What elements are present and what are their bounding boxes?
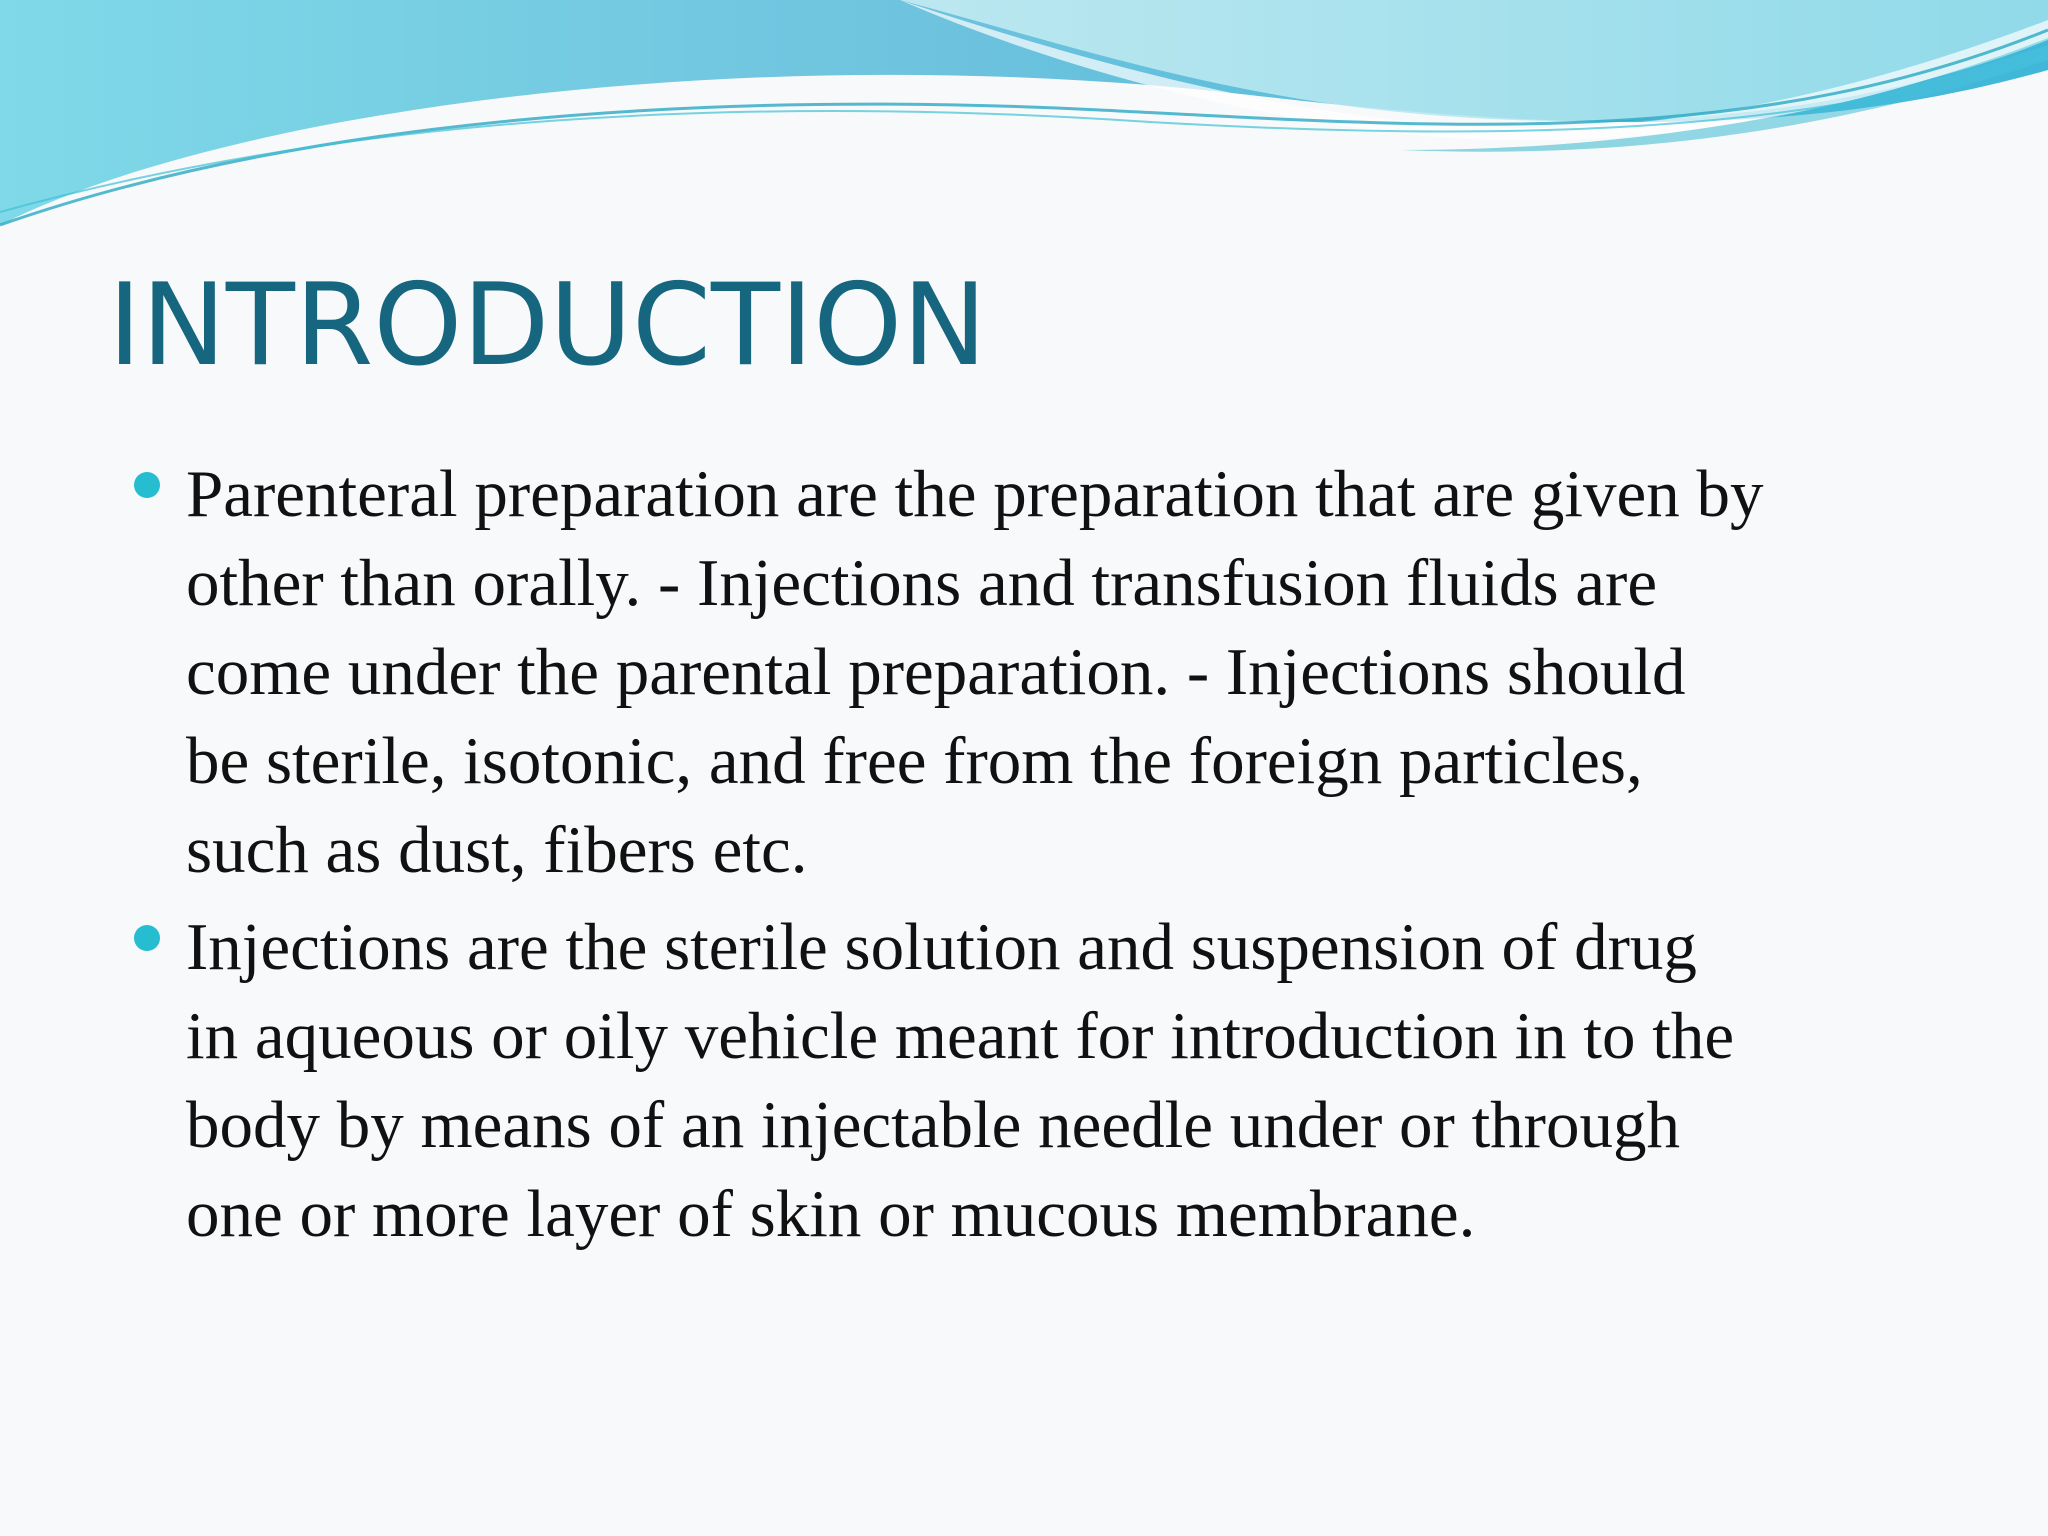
bullet-list — [130, 450, 1930, 1267]
bullet-line: one or more layer of skin or mucous membrane. — [186, 1177, 1476, 1251]
bullet-line: such as dust, fibers etc. — [186, 813, 808, 887]
decorative-wave-header — [0, 0, 2048, 240]
bullet-item — [130, 903, 1930, 1259]
bullet-dot-icon — [134, 472, 160, 498]
bullet-dot-icon — [134, 925, 160, 951]
bullet-line: come under the parental preparation. - Injections should — [186, 635, 1686, 709]
bullet-line: other than orally. - Injections and transfusion fluids are — [186, 546, 1658, 620]
bullet-line: Parenteral preparation are the preparation that are given by — [186, 457, 1764, 531]
bullet-item — [130, 450, 1930, 895]
slide-title: INTRODUCTION — [108, 259, 987, 391]
bullet-line: in aqueous or oily vehicle meant for introduction in to the — [186, 999, 1735, 1073]
bullet-line: Injections are the sterile solution and suspension of drug — [186, 910, 1697, 984]
bullet-line: body by means of an injectable needle under or through — [186, 1088, 1680, 1162]
bullet-line: be sterile, isotonic, and free from the foreign particles, — [186, 724, 1643, 798]
